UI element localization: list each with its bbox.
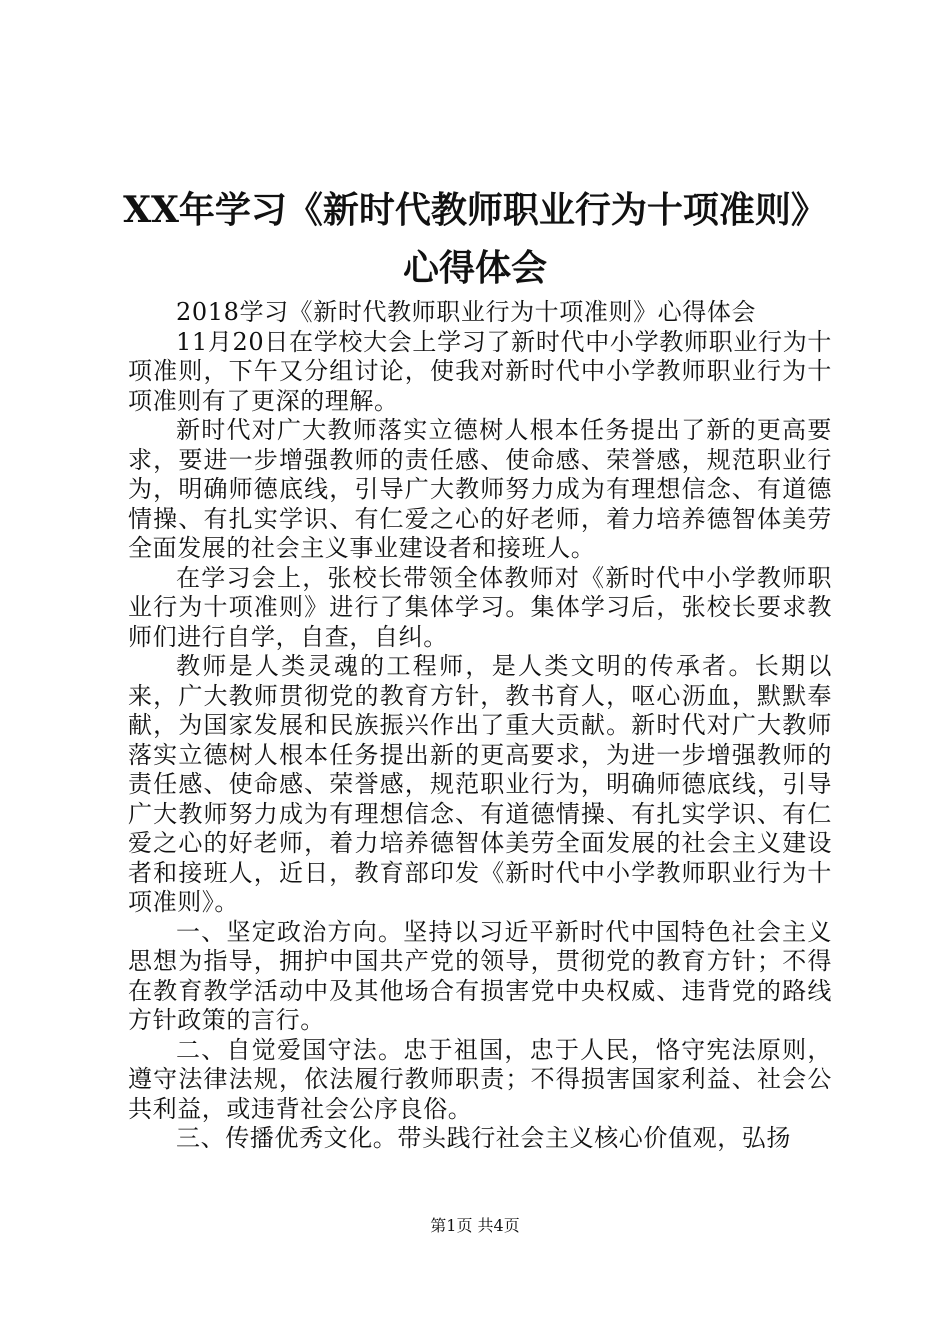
document-title-line-2: 心得体会	[402, 247, 547, 289]
paragraph: 一、坚定政治方向。坚持以习近平新时代中国特色社会主义思想为指导，拥护中国共产党的领导，贯彻党的教育方针；不得在教育教学活动中及其他场合有损害党中央权威、违背党的路线方针政策的言行。	[128, 917, 832, 1034]
document-title-line-1: XX年学习《新时代教师职业行为十项准则》	[123, 189, 827, 231]
paragraph-subtitle: 2018学习《新时代教师职业行为十项准则》心得体会	[176, 298, 757, 326]
paragraph: 新时代对广大教师落实立德树人根本任务提出了新的更高要求，要进一步增强教师的责任感、使命感、荣誉感，规范职业行为，明确师德底线，引导广大教师努力成为有理想信念、有道德情操、有扎实学识、有仁爱之心的好老师，着力培养德智体美劳全面发展的社会主义事业建设者和接班人。	[128, 416, 832, 562]
document-body	[128, 298, 832, 1154]
paragraph: 二、自觉爱国守法。忠于祖国，忠于人民，恪守宪法原则，遵守法律法规，依法履行教师职责；不得损害国家利益、社会公共利益，或违背社会公序良俗。	[128, 1035, 832, 1123]
page-footer: 第1页 共4页	[430, 1216, 520, 1235]
paragraph: 教师是人类灵魂的工程师，是人类文明的传承者。长期以来，广大教师贯彻党的教育方针，教书育人，呕心沥血，默默奉献，为国家发展和民族振兴作出了重大贡献。新时代对广大教师落实立德树人根本任务提出新的更高要求，为进一步增强教师的责任感、使命感、荣誉感，规范职业行为，明确师德底线，引导广大教师努力成为有理想信念、有道德情操、有扎实学识、有仁爱之心的好老师，着力培养德智体美劳全面发展的社会主义建设者和接班人，近日，教育部印发《新时代中小学教师职业行为十项准则》。	[128, 652, 832, 916]
paragraph: 在学习会上，张校长带领全体教师对《新时代中小学教师职业行为十项准则》进行了集体学习。集体学习后，张校长要求教师们进行自学，自查，自纠。	[128, 563, 832, 651]
paragraph: 11月20日在学校大会上学习了新时代中小学教师职业行为十项准则，下午又分组讨论，使我对新时代中小学教师职业行为十项准则有了更深的理解。	[128, 327, 832, 415]
paragraph: 三、传播优秀文化。带头践行社会主义核心价值观，弘扬	[176, 1124, 791, 1152]
